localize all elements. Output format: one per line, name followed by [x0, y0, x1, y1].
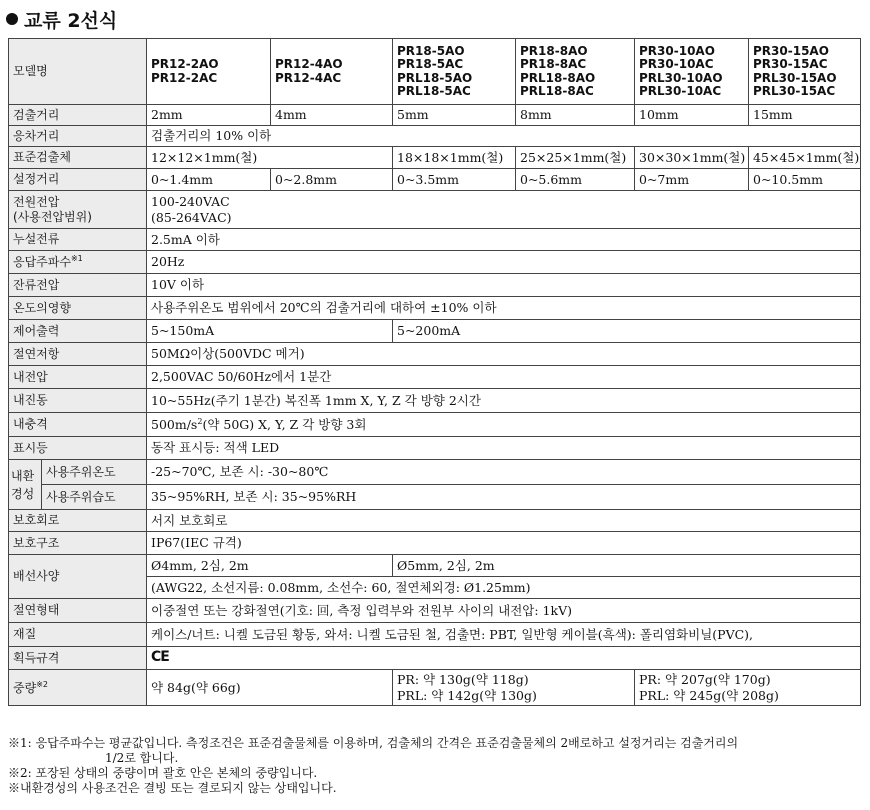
row-protection-structure: 보호구조 IP67(IEC 규격)	[9, 532, 861, 555]
model-col-1: PR12-2AO PR12-2AC	[147, 39, 271, 105]
footnote-1: ※1: 응답주파수는 평균값입니다. 측정조건은 표준검출물체를 이용하며, 검출체의 간격은 표준검출물체의 2배로하고 설정거리는 검출거리의	[8, 736, 739, 750]
label-environment: 내환 경성	[9, 460, 42, 510]
model-col-6: PR30-15AO PR30-15AC PRL30-15AO PRL30-15AC	[749, 39, 861, 105]
row-cable-2: (AWG22, 소선지름: 0.08mm, 소선수: 60, 절연체외경: Ø1.25mm)	[9, 577, 861, 599]
row-indicator: 표시등 동작 표시등: 적색 LED	[9, 437, 861, 460]
row-dielectric: 내전압 2,500VAC 50/60Hz에서 1분간	[9, 366, 861, 389]
label-model: 모델명	[9, 39, 147, 105]
ce-mark-icon: CE	[151, 649, 169, 666]
footnotes	[8, 736, 866, 796]
row-residual: 잔류전압 10V 이하	[9, 274, 861, 297]
spec-table	[8, 38, 861, 706]
row-set-distance: 설정거리 0~1.4mm 0~2.8mm 0~3.5mm 0~5.6mm 0~7mm 0~10.5mm	[9, 169, 861, 191]
row-hysteresis: 응차거리 검출거리의 10% 이하	[9, 126, 861, 147]
row-insulation-type: 절연형태 이중절연 또는 강화절연(기호: 回, 측정 입력부와 전원부 사이의 내전압: 1kV)	[9, 599, 861, 623]
row-power: 전원전압 (사용전압범위) 100-240VAC (85-264VAC)	[9, 191, 861, 229]
footnote-1-cont: 1/2로 합니다.	[105, 751, 179, 765]
model-col-5: PR30-10AO PR30-10AC PRL30-10AO PRL30-10AC	[635, 39, 749, 105]
row-protection-circuit: 보호회로 서지 보호회로	[9, 510, 861, 532]
bullet-icon	[6, 13, 18, 25]
row-vibration: 내진동 10~55Hz(주기 1분간) 복진폭 1mm X, Y, Z 각 방향 2시간	[9, 389, 861, 413]
row-shock: 내충격 $500m/s^2$(약 50G) X, Y, Z 각 방향 3회	[9, 413, 861, 437]
section-title-text: 교류 2선식	[24, 9, 118, 32]
row-material: 재질 케이스/너트: 니켈 도금된 황동, 와셔: 니켈 도금된 철, 검출면: PBT, 일반형 케이블(흑색): 폴리염화비닐(PVC),	[9, 623, 861, 647]
footnote-2: ※2: 포장된 상태의 중량이며 괄호 안은 본체의 중량입니다.	[8, 766, 318, 780]
row-model	[9, 39, 861, 105]
row-std-target: 표준검출체 12×12×1mm(철) 18×18×1mm(철) 25×25×1mm(철) 30×30×1mm(철) 45×45×1mm(철)	[9, 147, 861, 169]
row-temp-effect: 온도의영향 사용주위온도 범위에서 20℃의 검출거리에 대하여 ±10% 이하	[9, 297, 861, 320]
row-weight: 중량$^{※2}$ 약 84g(약 66g) PR: 약 130g(약 118g) PRL: 약 142g(약 130g) PR: 약 207g(약 170g) PRL: 약 245g(약 208g)	[9, 670, 861, 706]
section-title	[6, 4, 117, 34]
model-col-2: PR12-4AO PR12-4AC	[271, 39, 393, 105]
footnote-3: ※내환경성의 사용조건은 결빙 또는 결로되지 않는 상태입니다.	[8, 781, 337, 795]
row-response: 응답주파수$^{※1}$ 20Hz	[9, 251, 861, 274]
row-detect-distance: 검출거리 2mm 4mm 5mm 8mm 10mm 15mm	[9, 105, 861, 126]
row-leakage: 누설전류 2.5mA 이하	[9, 229, 861, 251]
model-col-3: PR18-5AO PR18-5AC PRL18-5AO PRL18-5AC	[393, 39, 516, 105]
row-env-temp: 내환 경성 사용주위온도 -25~70℃, 보존 시: -30~80℃	[9, 460, 861, 485]
row-env-humidity: 사용주위습도 35~95%RH, 보존 시: 35~95%RH	[9, 485, 861, 510]
row-approval: 획득규격 CE	[9, 647, 861, 670]
row-control-output: 제어출력 5~150mA 5~200mA	[9, 320, 861, 343]
row-cable-1: 배선사양 Ø4mm, 2심, 2m Ø5mm, 2심, 2m	[9, 555, 861, 577]
row-insulation-res: 절연저항 50MΩ이상(500VDC 메거)	[9, 343, 861, 366]
model-col-4: PR18-8AO PR18-8AC PRL18-8AO PRL18-8AC	[516, 39, 635, 105]
